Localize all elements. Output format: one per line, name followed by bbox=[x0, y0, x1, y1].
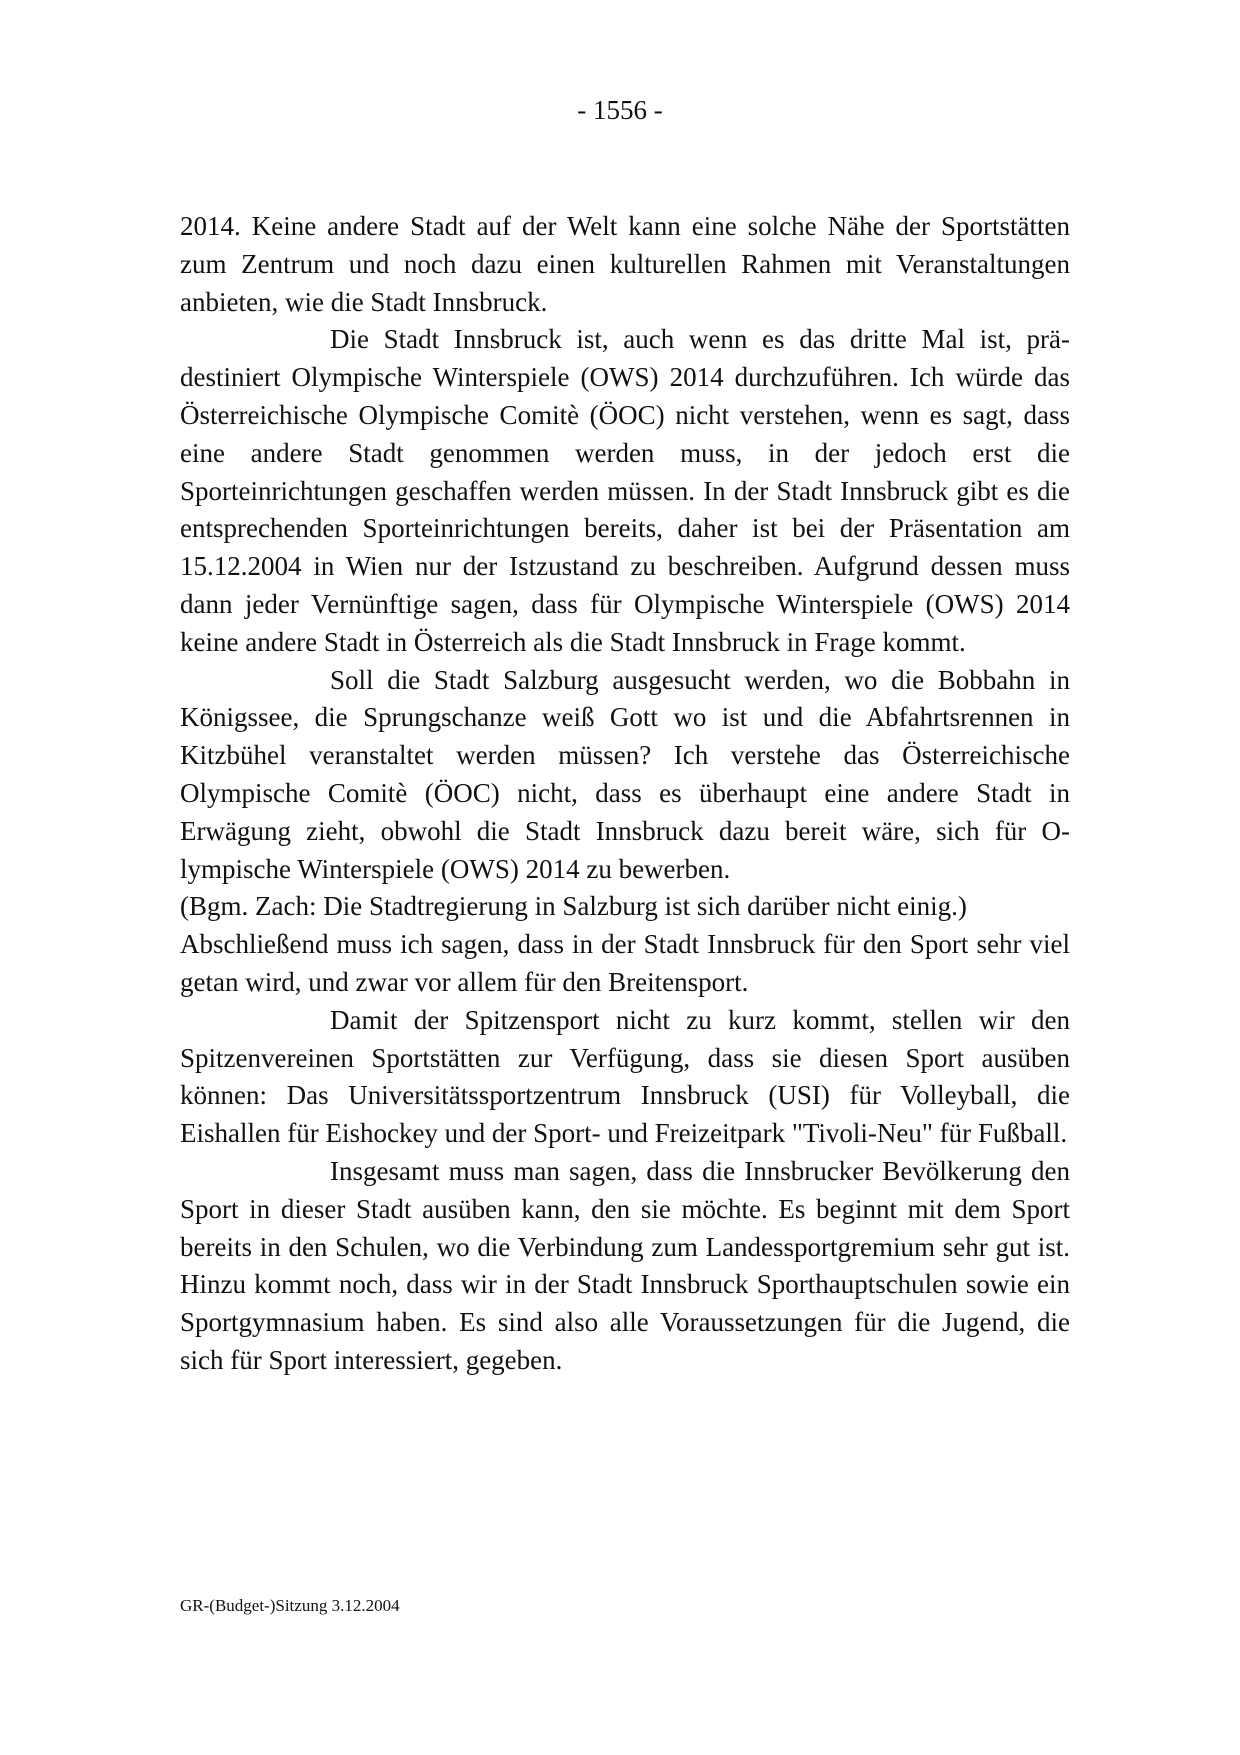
footer-session-label: GR-(Budget-)Sitzung 3.12.2004 bbox=[180, 1596, 400, 1615]
paragraph-population-sport: Insgesamt muss man sagen, dass die Innsbrucker Bevölkerung den Sport in dieser Stadt ausüben kann, den sie möchte. Es beginnt mit dem Sport bereits in den Schulen, wo die Verbindung zum Landessportgremium sehr gut ist. Hinzu kommt noch, dass wir in der Stadt Innsbruck Sporthauptschulen sowie ein Sportgymnasium haben. Es sind also alle Voraussetzungen für die Jugend, die sich für Sport interessiert, gegeben. bbox=[180, 1155, 1070, 1375]
paragraph-conclusion: Abschließend muss ich sagen, dass in der Stadt Innsbruck für den Sport sehr viel getan wird, und zwar vor allem für den Breitensport. bbox=[180, 929, 1070, 997]
paragraph-top-sport: Damit der Spitzensport nicht zu kurz kommt, stellen wir den Spitzenvereinen Sportstätten zur Verfügung, dass sie diesen Sport ausüben können: Das Universitätssportzentrum Innsbruck (USI) für Volleyball, die Eishallen für Eishockey und der Sport- und Freizeitpark "Tivoli-Neu" für Fußball. bbox=[180, 1004, 1070, 1149]
document-body bbox=[180, 208, 1070, 1380]
paragraph-innsbruck-predestined: Die Stadt Innsbruck ist, auch wenn es das dritte Mal ist, prädestiniert Olympische Winterspiele (OWS) 2014 durchzuführen. Ich würde das Österreichische Olympische Comitè (ÖOC) nicht verstehen, wenn es sagt, dass eine andere Stadt genommen werden muss, in der jedoch erst die Sporteinrichtungen geschaffen werden müssen. In der Stadt Innsbruck gibt es die entsprechenden Sporteinrichtungen bereits, daher ist bei der Präsentation am 15.12.2004 in Wien nur der Istzustand zu beschreiben. Aufgrund dessen muss dann jeder Vernünftige sagen, dass für Olympische Winterspiele (OWS) 2014 keine andere Stadt in Österreich als die Stadt Innsbruck in Frage kommt. bbox=[180, 324, 1070, 657]
paragraph-salzburg-question: Soll die Stadt Salzburg ausgesucht werden, wo die Bobbahn in Königssee, die Sprungschanze weiß Gott wo ist und die Abfahrtsrennen in Kitzbühel veranstaltet werden müssen? Ich verstehe das Österreichische Olympische Comitè (ÖOC) nicht, dass es überhaupt eine andere Stadt in Erwägung zieht, obwohl die Stadt Innsbruck dazu bereit wäre, sich für Olympische Winterspiele (OWS) 2014 zu bewerben. bbox=[180, 664, 1070, 884]
page-number: - 1556 - bbox=[577, 95, 663, 125]
interjection-bgm-zach: (Bgm. Zach: Die Stadtregierung in Salzburg ist sich darüber nicht einig.) bbox=[180, 891, 967, 922]
paragraph-continuation: 2014. Keine andere Stadt auf der Welt kann eine solche Nähe der Sportstätten zum Zentrum und noch dazu einen kulturellen Rahmen mit Veranstaltungen anbieten, wie die Stadt Innsbruck. bbox=[180, 211, 1070, 317]
